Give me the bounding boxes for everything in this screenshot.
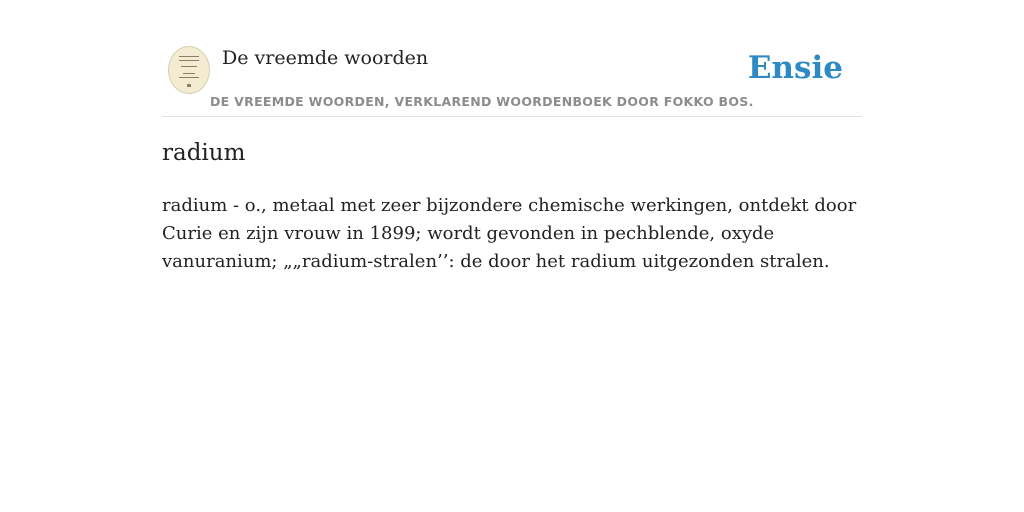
entry-term: radium bbox=[162, 140, 246, 166]
site-header bbox=[162, 40, 862, 117]
book-cover-icon[interactable] bbox=[168, 46, 210, 94]
book-title[interactable]: De vreemde woorden bbox=[222, 47, 429, 69]
entry-definition: radium - o., metaal met zeer bijzondere chemische werkingen, ontdekt door Curie en zijn vrouw in 1899; wordt gevonden in pechblende, oxyde vanuranium; „„radium-stralen’’: de door het radium uitgezonden stralen. bbox=[162, 195, 857, 272]
brand-logo-link[interactable]: Ensie bbox=[747, 50, 843, 86]
book-subtitle: DE VREEMDE WOORDEN, VERKLAREND WOORDENBOEK DOOR FOKKO BOS. bbox=[210, 94, 754, 109]
